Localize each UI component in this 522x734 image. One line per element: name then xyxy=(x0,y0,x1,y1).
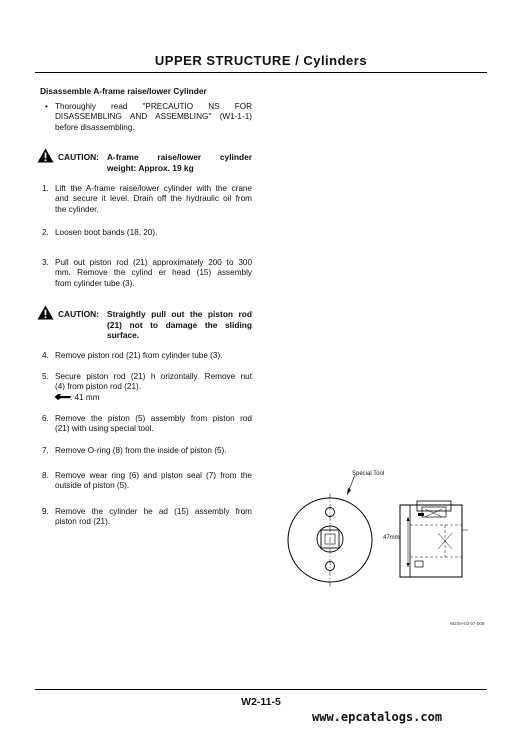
step-text xyxy=(55,507,252,528)
step-line: mm. Remove the cylind er head (15) assembly xyxy=(55,268,252,278)
step-line: and secure it level. Drain off the hydraulic oil from xyxy=(55,194,252,204)
step-text xyxy=(55,446,252,456)
caution-line: Straightly pull out the piston rod xyxy=(107,309,252,319)
step-number: 1. xyxy=(42,184,49,193)
special-tool-drawing xyxy=(270,465,490,625)
footer-rule xyxy=(35,689,487,690)
intro-line: DISASSEMBLING AND ASSEMBLING" (W1-1-1) xyxy=(55,112,252,122)
step-number: 2. xyxy=(42,228,49,237)
step-text xyxy=(55,471,252,492)
caution-label: CAUTION: xyxy=(58,309,99,319)
step-line: Remove the piston (5) assembly from piston rod xyxy=(55,414,252,423)
step-line: Remove O-ring (8) from the inside of piston (5). xyxy=(55,446,227,455)
header-rule xyxy=(35,72,487,73)
step-text xyxy=(55,184,252,215)
watermark: www.epcatalogs.com xyxy=(312,710,443,724)
step-line: (21) with using special tool. xyxy=(55,424,154,434)
warning-icon xyxy=(37,305,54,320)
caution-line: A-frame raise/lower cylinder xyxy=(107,152,252,162)
caution-text xyxy=(107,152,252,173)
step-line: Pull out piston rod (21) approximately 200 to 300 xyxy=(55,258,252,267)
step-line: Remove piston rod (21) from cylinder tube (3). xyxy=(55,351,223,360)
caution-line: weight: Approx. 19 kg xyxy=(107,162,194,173)
page-header-title: UPPER STRUCTURE / Cylinders xyxy=(154,53,368,68)
step-number: 8. xyxy=(42,471,49,480)
step-line: Lift the A-frame raise/lower cylinder with the crane xyxy=(55,184,252,193)
step-line: piston rod (21). xyxy=(55,517,111,527)
step-line: Loosen boot bands (18, 20). xyxy=(55,228,158,237)
step-line: Remove the cylinder he ad (15) assembly from xyxy=(55,507,252,516)
step-number: 6. xyxy=(42,414,49,423)
step-line: Secure piston rod (21) h orizontally. Remove nut xyxy=(55,372,252,381)
step-line: (4) from piston rod (21). xyxy=(55,382,141,392)
step-number: 5. xyxy=(42,372,49,381)
step-text xyxy=(55,372,252,393)
intro-text xyxy=(55,102,252,133)
warning-icon xyxy=(37,148,54,163)
step-line: from cylinder tube (3). xyxy=(55,278,135,288)
caution-line: surface. xyxy=(107,330,140,341)
caution-label: CAUTION: xyxy=(58,152,99,162)
wrench-icon xyxy=(54,393,71,401)
special-tool-figure xyxy=(270,465,490,625)
special-tool-label: Special Tool xyxy=(352,471,385,477)
caution-line: (21) not to damage the sliding xyxy=(107,319,252,330)
step-line: Remove wear ring (6) and piston seal (7) from the xyxy=(55,471,252,480)
step-number: 3. xyxy=(42,258,49,267)
wrench-size: : 41 mm xyxy=(70,393,100,402)
intro-line: Thoroughly read "PRECAUTIO NS FOR xyxy=(55,102,252,111)
step-text xyxy=(55,414,252,435)
dimension-label: 47mm xyxy=(383,535,400,541)
step-text xyxy=(55,258,252,289)
section-title: Disassemble A-frame raise/lower Cylinder xyxy=(40,86,207,96)
step-number: 7. xyxy=(42,446,49,455)
step-line: the cylinder. xyxy=(55,204,99,214)
intro-bullet: • xyxy=(45,102,48,111)
page-number: W2-11-5 xyxy=(241,696,281,708)
step-number: 4. xyxy=(42,351,49,360)
step-text xyxy=(55,228,252,238)
step-line: outside of piston (5). xyxy=(55,481,130,491)
step-text xyxy=(55,351,252,361)
figure-code: W2SH-03-07-008 xyxy=(450,621,485,626)
caution-text xyxy=(107,309,252,341)
step-number: 9. xyxy=(42,507,49,516)
intro-line: before disassembling. xyxy=(55,122,135,132)
